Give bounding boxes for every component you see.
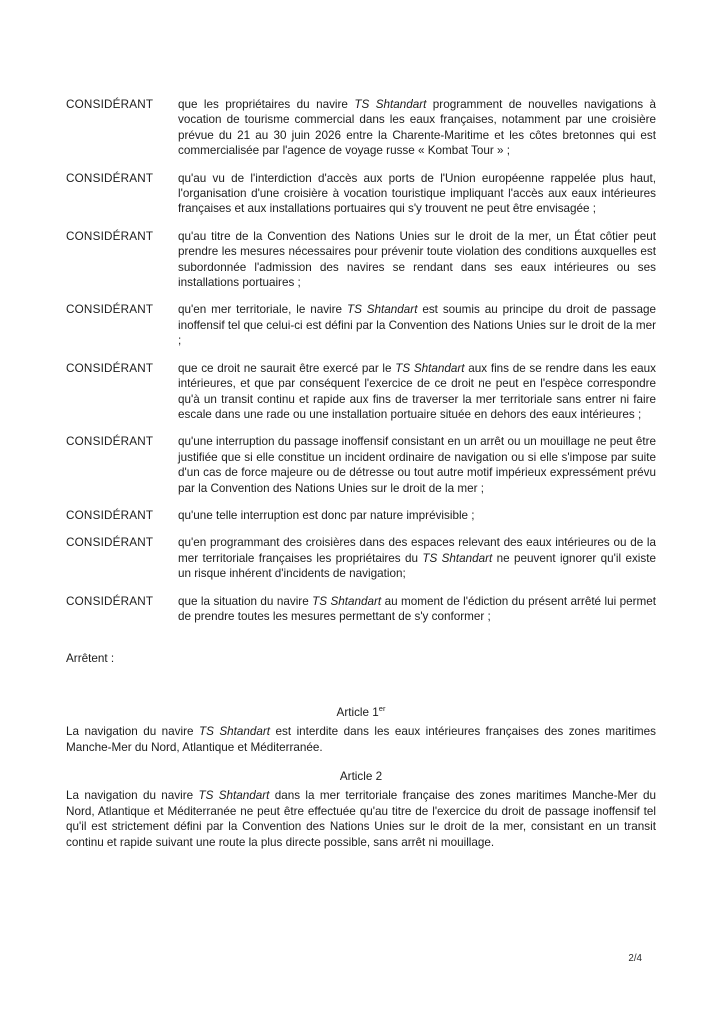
- considerant-text: [178, 171, 656, 217]
- considerant-label: CONSIDÉRANT: [66, 229, 154, 243]
- article-list: [66, 705, 656, 850]
- document-content: [66, 97, 656, 850]
- text-segment: est soumis au principe du droit de passage inoffensif tel que celui-ci est défini par la Convention des Nations Unies sur le droit de la mer ;: [178, 303, 657, 348]
- considerant-text: [178, 229, 656, 291]
- considerant-block: [66, 508, 656, 523]
- considerant-text: [178, 361, 656, 423]
- text-segment: que la situation du navire: [178, 594, 313, 608]
- text-segment: que ce droit ne saurait être exercé par le: [178, 361, 396, 375]
- considerant-label: CONSIDÉRANT: [66, 508, 154, 522]
- considerant-block: [66, 97, 656, 159]
- considerant-text: [178, 302, 656, 348]
- text-segment: qu'en programmant des croisières dans des espaces relevant des eaux intérieures ou de la mer territoriale françaises les propriétaires du: [178, 536, 656, 565]
- considerant-label: CONSIDÉRANT: [66, 361, 154, 375]
- text-segment: ne peuvent ignorer qu'il existe un risque inhérent d'incidents de navigation;: [178, 551, 656, 581]
- ship-name: TS Shtandart: [422, 551, 493, 565]
- considerant-block: [66, 229, 656, 291]
- considerant-text: [178, 434, 656, 496]
- enacting-line: Arrêtent :: [66, 652, 115, 666]
- ship-name: TS Shtandart: [354, 98, 427, 111]
- text-segment: qu'en mer territoriale, le navire: [178, 303, 347, 317]
- article-title: Article 2: [339, 770, 383, 783]
- article-body: [66, 788, 656, 850]
- considerant-text: [178, 594, 656, 625]
- text-segment: dans la mer territoriale française des zones maritimes Manche-Mer du Nord, Atlantique et Méditerranée ne peut être effectuée qu'au titre de l'exercice du droit de passage inoffensif tel qu'il est strictement défini par la Convention des Nations Unies sur le droit de la mer, consistant en un transit continu et rapide suivant une route la plus directe possible, sans arrêt ni mouillage.: [66, 789, 656, 849]
- considerant-block: [66, 302, 656, 348]
- considerant-block: [66, 361, 656, 423]
- ship-name: TS Shtandart: [395, 361, 465, 375]
- considerant-label: CONSIDÉRANT: [66, 171, 154, 185]
- text-segment: au moment de l'édiction du présent arrêté lui permet de prendre toutes les mesures permettant de s'y conformer ;: [178, 594, 656, 623]
- considerant-block: [66, 594, 656, 625]
- text-segment: aux fins de se rendre dans les eaux intérieures, et que par conséquent l'exercice de ce droit ne peut en l'espèce correspondre qu'à un transit continu et rapide aux fins de traverser la mer territoriale sans entrer ni faire escale dans une rade ou une installation portuaire située en dehors des eaux intérieures ;: [178, 361, 657, 421]
- text-segment: La navigation du navire: [66, 725, 199, 739]
- text-segment: est interdite dans les eaux intérieures françaises des zones maritimes Manche-Mer du Nord, Atlantique et Méditerranée.: [66, 725, 656, 754]
- text-segment: qu'au vu de l'interdiction d'accès aux ports de l'Union européenne rappelée plus haut, l'organisation d'une croisière à vocation touristique impliquant l'accès aux eaux intérieures françaises et aux installations portuaires qui s'y trouvent ne peut être envisagée ;: [178, 171, 656, 216]
- ship-name: TS Shtandart: [346, 303, 418, 317]
- considerant-block: [66, 434, 656, 496]
- article-heading: [66, 705, 656, 720]
- considerant-list: [66, 97, 656, 624]
- considerant-label: CONSIDÉRANT: [66, 303, 154, 317]
- text-segment: que les propriétaires du navire: [178, 98, 355, 111]
- considerant-text: [178, 97, 656, 159]
- considerant-label: CONSIDÉRANT: [66, 536, 154, 550]
- ship-name: TS Shtandart: [198, 725, 271, 739]
- article-heading: [66, 769, 656, 784]
- considerant-block: [66, 171, 656, 217]
- article-body: [66, 724, 656, 755]
- considerant-label: CONSIDÉRANT: [66, 98, 154, 111]
- text-segment: programment de nouvelles navigations à vocation de tourisme commercial dans les eaux françaises, notamment par une croisière prévue du 21 au 30 juin 2026 entre la Charente-Maritime et les côtes bretonnes qui est commercialisée par l'agence de voyage russe « Kombat Tour » ;: [178, 98, 656, 158]
- considerant-text: [178, 508, 656, 523]
- ship-name: TS Shtandart: [198, 789, 270, 803]
- considerant-label: CONSIDÉRANT: [66, 594, 154, 608]
- text-segment: qu'une interruption du passage inoffensif consistant en un arrêt ou un mouillage ne peut être justifiée que si elle constitue un incident ordinaire de navigation ou si elle s'impose par suite d'un cas de force majeure ou de détresse ou tout autre motif impérieux expressément prévu par la Convention des Nations Unies sur le droit de la mer ;: [178, 435, 656, 495]
- text-segment: qu'une telle interruption est donc par nature imprévisible ;: [178, 508, 475, 522]
- considerant-label: CONSIDÉRANT: [66, 435, 154, 449]
- text-segment: qu'au titre de la Convention des Nations Unies sur le droit de la mer, un État côtier peut prendre les mesures nécessaires pour prévenir toute violation des conditions auxquelles est subordonnée l'admission des navires se rendant dans ses eaux intérieures ou ses installations portuaires ;: [178, 229, 656, 290]
- considerant-text: [178, 535, 656, 581]
- ship-name: TS Shtandart: [312, 594, 382, 608]
- text-segment: La navigation du navire: [66, 789, 199, 803]
- article-title-superscript: er: [378, 703, 386, 713]
- considerant-block: [66, 535, 656, 581]
- page-number: 2/4: [628, 953, 642, 964]
- article-title: Article 1: [336, 705, 379, 719]
